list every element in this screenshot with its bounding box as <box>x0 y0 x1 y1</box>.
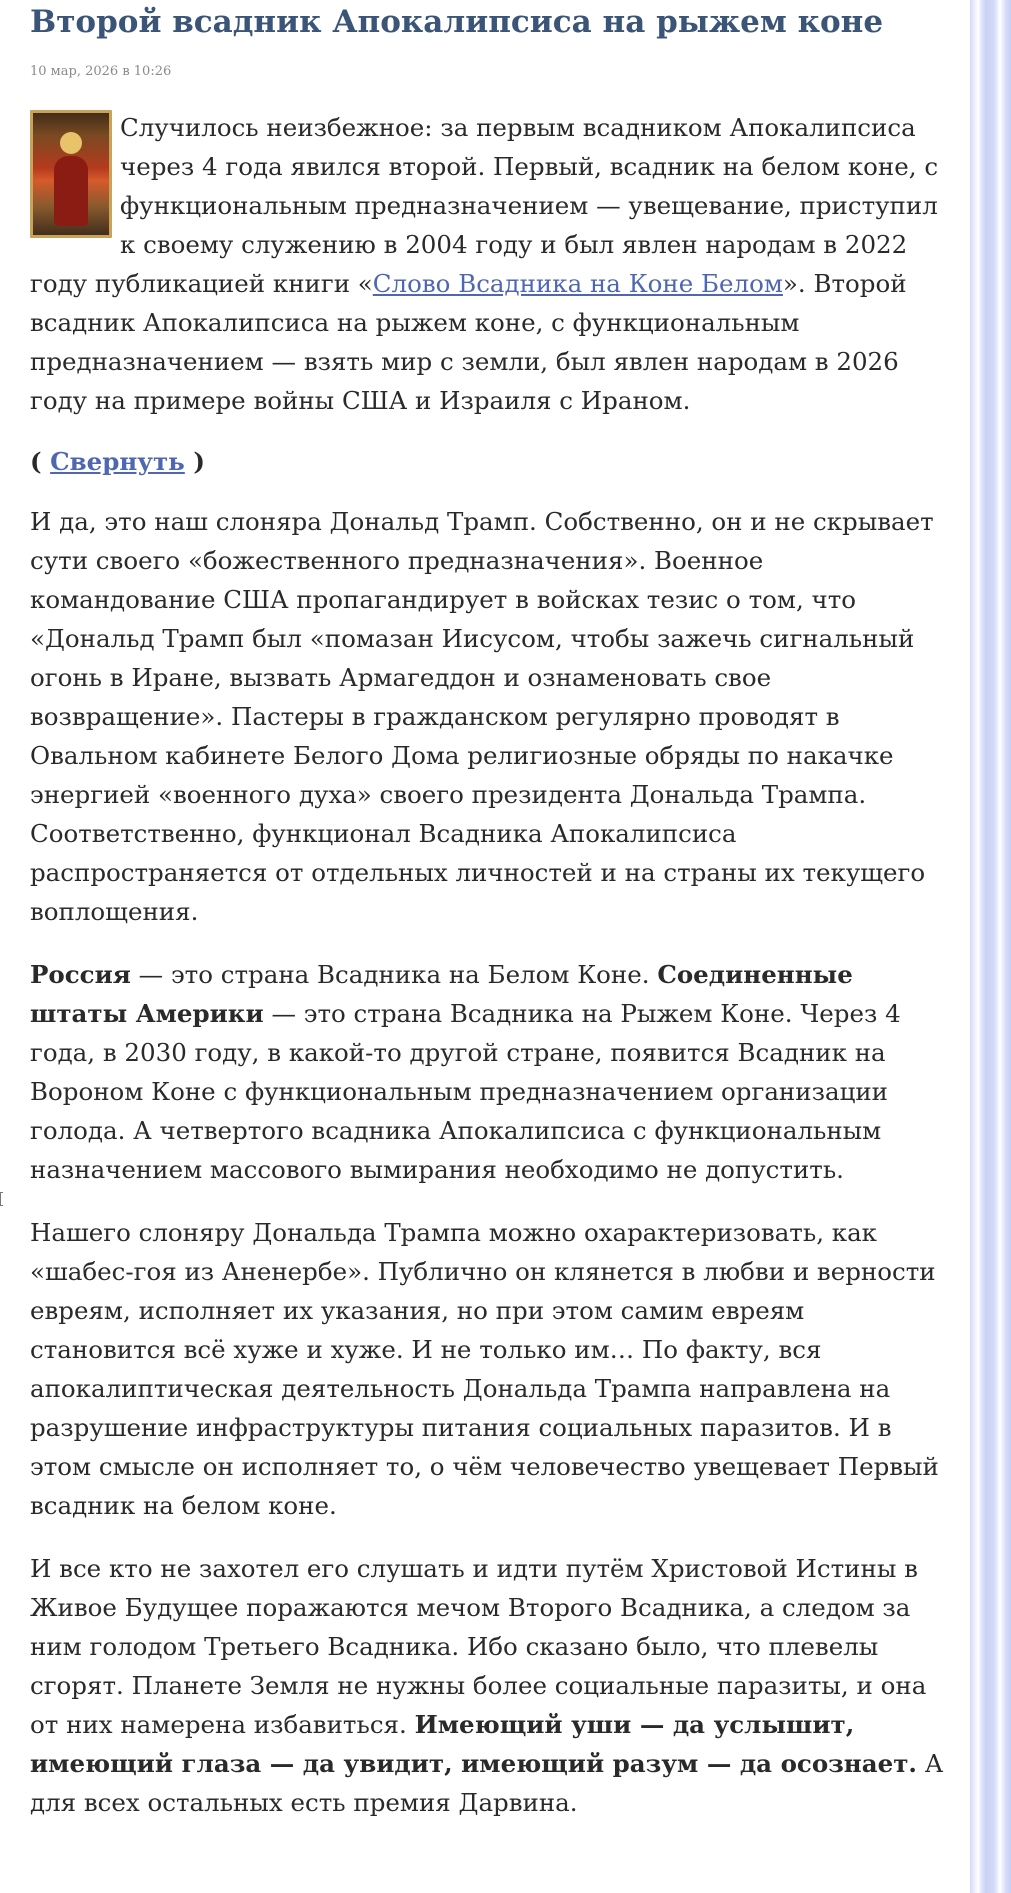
paragraph-countries-text-2: — это страна Всадника на Рыжем Коне. Через 4 года, в 2030 году, в какой-то другой стране, появится Всадник на Вороном Коне с функциональным предназначением организации голода. А четвертого всадника Апокалипсиса с функциональным назначением массового вымирания необходимо не допустить. <box>30 999 901 1184</box>
bold-usa: Соединенные штаты Америки <box>30 960 853 1028</box>
bold-russia: Россия <box>30 960 131 989</box>
lead-text-before: Случилось неизбежное: за первым всадником Апокалипсиса через 4 года явился второй. Первый, всадник на белом коне, с функциональным предназначением — увещевание, приступил к своему служению в 2004 году и был явлен народам в 2022 году публикацией книги « <box>30 113 939 298</box>
collapse-close-paren: ) <box>193 447 205 476</box>
collapse-control <box>30 446 950 478</box>
bold-admonition: Имеющий уши — да услышит, имеющий глаза — да увидит, имеющий разум — да осознает. <box>30 1710 917 1778</box>
edge-bracket-icon <box>0 1192 3 1206</box>
article <box>30 0 950 1822</box>
paragraph-conclusion <box>30 1549 950 1822</box>
collapse-open-paren: ( <box>30 447 42 476</box>
book-link[interactable]: Слово Всадника на Коне Белом <box>372 269 783 298</box>
collapse-link[interactable]: Свернуть <box>50 447 185 476</box>
paragraph-conclusion-text-2: А для всех остальных есть премия Дарвина. <box>30 1749 944 1817</box>
paragraph-trump: И да, это наш слоняра Дональд Трамп. Собственно, он и не скрывает сути своего «божественного предназначения». Военное командование США пропагандирует в войсках тезис о том, что «Дональд Трамп был «помазан Иисусом, чтобы зажечь сигнальный огонь в Иране, вызвать Армагеддон и ознаменовать свое возвращение». Пастеры в гражданском регулярно проводят в Овальном кабинете Белого Дома религиозные обряды по накачке энергией «военного духа» своего президента Дональда Трампа. Соответственно, функционал Всадника Апокалипсиса распространяется от отдельных личностей и на страны их текущего воплощения. <box>30 507 934 926</box>
paragraph-conclusion-text-1: И все кто не захотел его слушать и идти путём Христовой Истины в Живое Будущее поражаются мечом Второго Всадника, а следом за ним голодом Третьего Всадника. Ибо сказано было, что плевелы сгорят. Планете Земля не нужны более социальные паразиты, и она от них намерена избавиться. <box>30 1554 927 1739</box>
lead-text-after: ». Второй всадник Апокалипсиса на рыжем коне, с функциональным предназначением — взять мир с земли, был явлен народам в 2026 году на примере войны США и Израиля с Ираном. <box>30 269 907 415</box>
post-date: 10 мар, 2026 в 10:26 <box>30 64 172 79</box>
sidebar-strip <box>970 0 1011 1893</box>
icon-frame <box>30 110 112 238</box>
lead-paragraph <box>30 108 950 420</box>
paragraph-countries <box>30 955 950 1189</box>
orthodox-icon-image <box>30 110 112 238</box>
post-title: Второй всадник Апокалипсиса на рыжем коне <box>30 4 884 40</box>
paragraph-countries-text-1: — это страна Всадника на Белом Коне. <box>130 960 658 989</box>
paragraph-shabes-goy: Нашего слоняру Дональда Трампа можно охарактеризовать, как «шабес-гоя из Аненербе». Публично он клянется в любви и верности евреям, исполняет их указания, но при этом самим евреям становится всё хуже и хуже. И не только им… По факту, вся апокалиптическая деятельность Дональда Трампа направлена на разрушение инфраструктуры питания социальных паразитов. И в этом смысле он исполняет то, о чём человечество увещевает Первый всадник на белом коне. <box>30 1218 939 1520</box>
